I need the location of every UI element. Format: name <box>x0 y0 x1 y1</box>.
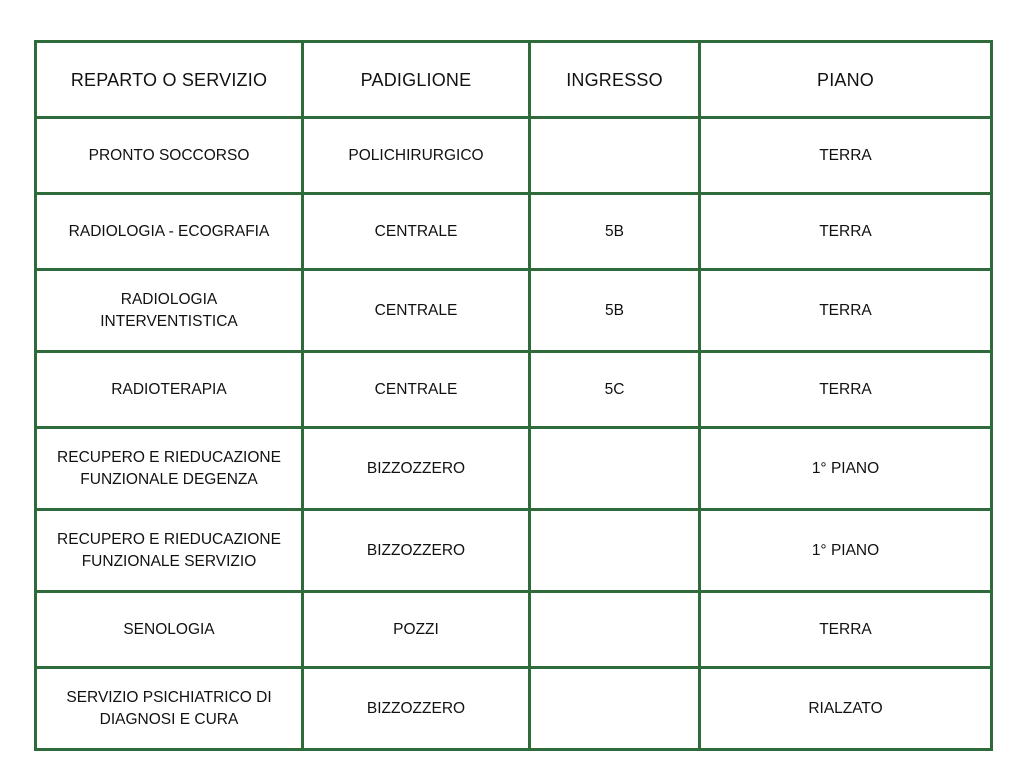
table-row <box>36 668 992 750</box>
table-header-row <box>36 42 992 118</box>
cell-reparto: RADIOLOGIA INTERVENTISTICA <box>36 270 303 352</box>
cell-reparto: RECUPERO E RIEDUCAZIONE FUNZIONALE DEGENZA <box>36 428 303 510</box>
cell-piano: TERRA <box>700 270 992 352</box>
cell-reparto: SENOLOGIA <box>36 592 303 668</box>
cell-padiglione: BIZZOZZERO <box>303 428 530 510</box>
header-padiglione: PADIGLIONE <box>303 42 530 118</box>
cell-ingresso: 5B <box>530 270 700 352</box>
table-row <box>36 270 992 352</box>
cell-piano: 1° PIANO <box>700 428 992 510</box>
cell-padiglione: BIZZOZZERO <box>303 668 530 750</box>
table-row <box>36 510 992 592</box>
cell-piano: TERRA <box>700 118 992 194</box>
header-piano: PIANO <box>700 42 992 118</box>
header-reparto: REPARTO O SERVIZIO <box>36 42 303 118</box>
cell-piano: TERRA <box>700 194 992 270</box>
cell-ingresso: 5C <box>530 352 700 428</box>
cell-ingresso <box>530 510 700 592</box>
cell-piano: RIALZATO <box>700 668 992 750</box>
department-table-container <box>34 40 990 751</box>
table-row <box>36 194 992 270</box>
cell-piano: TERRA <box>700 352 992 428</box>
cell-piano: TERRA <box>700 592 992 668</box>
cell-padiglione: BIZZOZZERO <box>303 510 530 592</box>
table-row <box>36 428 992 510</box>
cell-reparto: SERVIZIO PSICHIATRICO DI DIAGNOSI E CURA <box>36 668 303 750</box>
table-row <box>36 592 992 668</box>
cell-reparto: PRONTO SOCCORSO <box>36 118 303 194</box>
cell-piano: 1° PIANO <box>700 510 992 592</box>
cell-padiglione: POLICHIRURGICO <box>303 118 530 194</box>
table-row <box>36 118 992 194</box>
cell-ingresso <box>530 592 700 668</box>
cell-padiglione: CENTRALE <box>303 352 530 428</box>
header-ingresso: INGRESSO <box>530 42 700 118</box>
cell-reparto: RADIOTERAPIA <box>36 352 303 428</box>
cell-ingresso <box>530 428 700 510</box>
cell-reparto: RADIOLOGIA - ECOGRAFIA <box>36 194 303 270</box>
cell-ingresso <box>530 668 700 750</box>
cell-ingresso <box>530 118 700 194</box>
cell-ingresso: 5B <box>530 194 700 270</box>
cell-padiglione: POZZI <box>303 592 530 668</box>
table-row <box>36 352 992 428</box>
department-table <box>34 40 993 751</box>
cell-reparto: RECUPERO E RIEDUCAZIONE FUNZIONALE SERVIZIO <box>36 510 303 592</box>
cell-padiglione: CENTRALE <box>303 194 530 270</box>
cell-padiglione: CENTRALE <box>303 270 530 352</box>
